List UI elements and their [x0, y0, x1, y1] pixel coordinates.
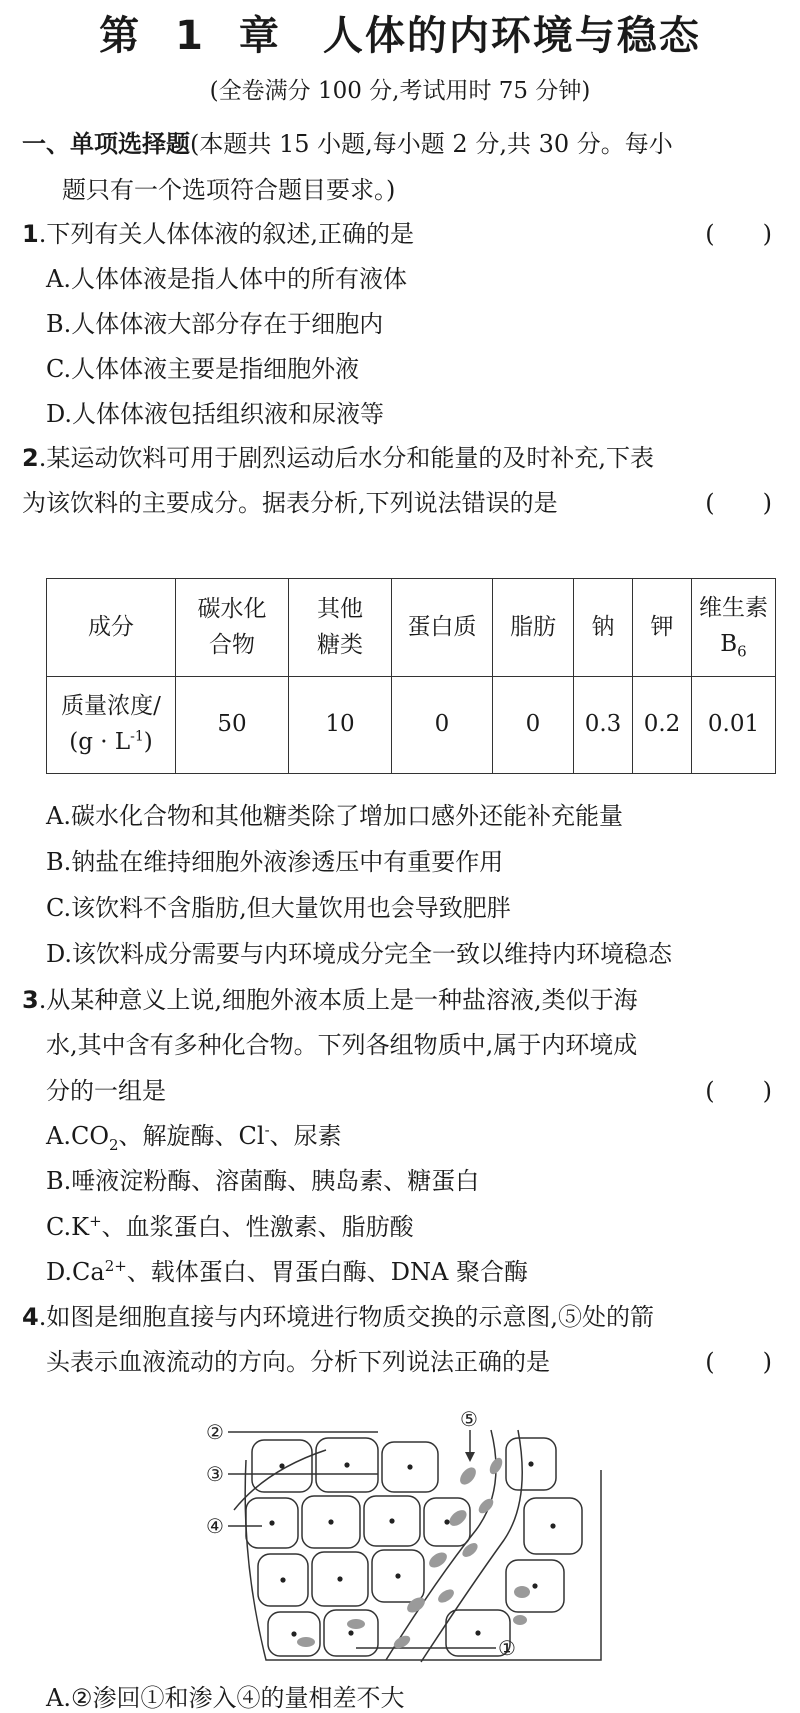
figure-label-4: ④	[206, 1514, 224, 1538]
option-a[interactable]: A.②渗回①和渗入④的量相差不大	[46, 1684, 405, 1712]
red-blood-cell	[457, 1464, 479, 1487]
section-header	[22, 124, 673, 159]
question-number: 3	[22, 986, 39, 1014]
red-blood-cell	[446, 1507, 469, 1529]
question-2-stem	[22, 438, 654, 473]
question-3-stem-cont: 分的一组是	[46, 1077, 166, 1105]
table-cell: 0	[392, 677, 493, 774]
table-header-cell: 钠	[574, 579, 633, 677]
question-4-stem	[22, 1297, 654, 1332]
question-4-stem-cont: 头表示血液流动的方向。分析下列说法正确的是	[46, 1348, 550, 1376]
question-number: 1	[22, 220, 39, 248]
red-blood-cell	[460, 1540, 480, 1559]
option-c[interactable]: C.该饮料不含脂肪,但大量饮用也会导致肥胖	[46, 894, 511, 922]
option-b[interactable]: B.钠盐在维持细胞外液渗透压中有重要作用	[46, 848, 504, 876]
red-blood-cell	[514, 1586, 530, 1598]
answer-blank[interactable]: ( )	[705, 220, 772, 248]
table-row-label: 质量浓度/ $(g \cdot L^{-1})$	[47, 677, 176, 774]
table-cell: 0.2	[633, 677, 692, 774]
option-d[interactable]: D.该饮料成分需要与内环境成分完全一致以维持内环境稳态	[46, 940, 673, 968]
question-3-stem	[22, 980, 638, 1015]
question-text: .从某种意义上说,细胞外液本质上是一种盐溶液,类似于海	[38, 986, 638, 1014]
figure-label-5: ⑤	[460, 1410, 478, 1431]
option-c[interactable]: C.K+、血浆蛋白、性激素、脂肪酸	[46, 1212, 414, 1241]
red-blood-cell	[436, 1587, 456, 1606]
option-a[interactable]: A.碳水化合物和其他糖类除了增加口感外还能补充能量	[46, 802, 623, 830]
option-d[interactable]: $D.Ca^{2+}$、载体蛋白、胃蛋白酶、DNA 聚合酶	[46, 1257, 529, 1286]
answer-blank[interactable]: ( )	[705, 489, 772, 517]
nutrition-table	[46, 578, 776, 774]
question-number: 2	[22, 444, 39, 472]
question-text: .下列有关人体体液的叙述,正确的是	[38, 220, 414, 248]
red-blood-cell	[426, 1549, 449, 1570]
question-3-stem-cont: 水,其中含有多种化合物。下列各组物质中,属于内环境成	[46, 1031, 638, 1059]
table-header-cell: 成分	[47, 579, 176, 677]
chapter-title: 第 1 章 人体的内环境与稳态	[99, 13, 701, 59]
figure-label-2: ②	[206, 1420, 224, 1444]
table-row	[47, 579, 776, 677]
table-cell: 0.01	[692, 677, 776, 774]
option-a[interactable]: $A.CO_2$、解旋酶、Cl-、尿素	[46, 1121, 342, 1154]
blood-flow-arrow	[465, 1452, 475, 1462]
answer-blank[interactable]: ( )	[705, 1348, 772, 1376]
section-description: (本题共 15 小题,每小题 2 分,共 30 分。每小	[190, 130, 673, 158]
red-blood-cell	[347, 1619, 365, 1629]
figure-label-1: ①	[498, 1636, 516, 1660]
question-number: 4	[22, 1303, 39, 1331]
question-text: .某运动饮料可用于剧烈运动后水分和能量的及时补充,下表	[38, 444, 654, 472]
option-c[interactable]: C.人体体液主要是指细胞外液	[46, 355, 360, 383]
question-1-stem	[22, 214, 414, 249]
figure-label-3: ③	[206, 1462, 224, 1486]
option-b[interactable]: B.唾液淀粉酶、溶菌酶、胰岛素、糖蛋白	[46, 1167, 480, 1195]
section-description-cont: 题只有一个选项符合题目要求。)	[62, 176, 396, 204]
answer-blank[interactable]: ( )	[705, 1077, 772, 1105]
cell-exchange-diagram	[206, 1410, 606, 1680]
table-header-cell: 碳水化 合物	[176, 579, 289, 677]
option-d[interactable]: D.人体体液包括组织液和尿液等	[46, 400, 385, 428]
question-2-stem-cont: 为该饮料的主要成分。据表分析,下列说法错误的是	[22, 489, 558, 517]
table-header-cell: 钾	[633, 579, 692, 677]
table-cell: 0.3	[574, 677, 633, 774]
table-header-cell: 蛋白质	[392, 579, 493, 677]
table-cell: 10	[289, 677, 392, 774]
table-header-cell: 维生素 $B_6$	[692, 579, 776, 677]
option-a[interactable]: A.人体体液是指人体中的所有液体	[46, 265, 407, 293]
exam-info: (全卷满分 100 分,考试用时 75 分钟)	[209, 78, 591, 104]
question-text: .如图是细胞直接与内环境进行物质交换的示意图,⑤处的箭	[38, 1303, 654, 1331]
red-blood-cell	[297, 1637, 315, 1647]
table-row	[47, 677, 776, 774]
table-header-cell: 脂肪	[493, 579, 574, 677]
table-cell: 50	[176, 677, 289, 774]
section-heading: 一、单项选择题	[22, 130, 190, 158]
table-cell: 0	[493, 677, 574, 774]
option-b[interactable]: B.人体体液大部分存在于细胞内	[46, 310, 384, 338]
table-header-cell: 其他 糖类	[289, 579, 392, 677]
red-blood-cell	[513, 1615, 527, 1625]
capillary-wall-left	[386, 1430, 496, 1660]
